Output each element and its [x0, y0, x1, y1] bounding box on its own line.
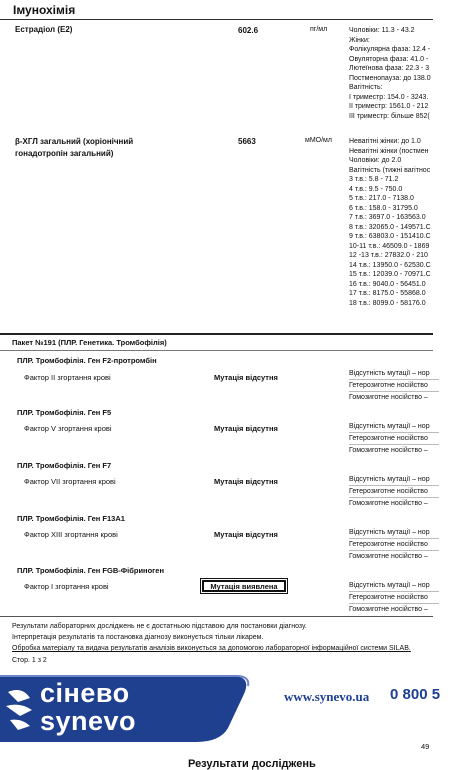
genetic-reference [349, 421, 439, 456]
footer [0, 672, 433, 742]
factor-name: Фактор VII згортання крові [24, 477, 116, 486]
factor-name: Фактор V згортання крові [24, 424, 112, 433]
reference-line: Фолікулярна фаза: 12.4 - [349, 46, 431, 53]
reference-line: Гомозиготне носійство – [349, 444, 439, 456]
gene-group-title: ПЛР. Тромбофілія. Ген F7 [17, 461, 112, 470]
factor-name: Фактор II згортання крові [24, 373, 111, 382]
reference-line: 3 т.в.: 5.8 - 71.2 [349, 176, 399, 183]
reference-line: Гетерозиготне носійство [349, 538, 439, 550]
test-name: β-ХГЛ загальний (хоріонічний гонадотропін загальний) [15, 137, 134, 158]
reference-line: 10-11 т.в.: 46509.0 - 1869 [349, 242, 430, 250]
page-number: 49 [421, 742, 430, 751]
disclaimer-note: Інтерпретація результатів та постановка діагнозу виконується тільки лікарем. [12, 634, 264, 641]
website-link[interactable]: www.synevo.ua [284, 689, 370, 704]
reference-line: 7 т.в.: 3697.0 - 163563.0 [349, 214, 426, 221]
test-name: Естрадіол (Е2) [15, 25, 73, 34]
reference-line: 16 т.в.: 9040.0 - 56451.0 [349, 280, 426, 288]
reference-line: Відсутність мутації – нор [349, 476, 430, 483]
reference-line: Гетерозиготне носійство [349, 432, 439, 444]
test-unit: пг/мл [310, 26, 328, 33]
reference-line: 17 т.в.: 8175.0 - 55868.0 [349, 290, 426, 297]
reference-line: Невагітні жінки (постмен [349, 147, 429, 155]
reference-line: Жінки: [349, 36, 370, 44]
reference-line: Гомозиготне носійство – [349, 497, 439, 509]
reference-line: Лютеїнова фаза: 22.3 - 3 [349, 65, 430, 72]
reference-line: Чоловіки: до 2.0 [349, 157, 402, 164]
test-unit: мМО/мл [305, 137, 332, 144]
page-counter: Стор. 1 з 2 [12, 657, 47, 664]
mutation-result: Мутація відсутня [214, 424, 278, 433]
divider [0, 350, 433, 351]
reference-line: Овуляторна фаза: 41.0 - [349, 55, 429, 63]
reference-line: Чоловіки: 11.3 - 43.2 [349, 27, 415, 34]
factor-name: Фактор I згортання крові [24, 582, 109, 591]
genetic-reference [349, 580, 439, 615]
section-header [0, 0, 433, 18]
gene-group-title: ПЛР. Тромбофілія. Ген FGB-Фібриноген [17, 566, 164, 575]
reference-line: Відсутність мутації – нор [349, 370, 430, 377]
reference-range [349, 137, 469, 308]
logo-icon [4, 684, 36, 734]
reference-line: Відсутність мутації – нор [349, 529, 430, 536]
reference-line: 5 т.в.: 217.0 - 7138.0 [349, 195, 414, 202]
reference-line: I триместр: 154.0 - 3243. [349, 93, 429, 101]
reference-line: 6 т.в.: 158.0 - 31795.0 [349, 204, 418, 212]
mutation-result: Мутація відсутня [214, 530, 278, 539]
divider [0, 333, 433, 335]
reference-line: 15 т.в.: 12039.0 - 70971.C [349, 271, 431, 278]
package-title: Пакет №191 (ПЛР. Генетика. Тромбофілія) [12, 338, 167, 347]
reference-line: 9 т.в.: 63803.0 - 151410.C [349, 233, 431, 240]
reference-line: Відсутність мутації – нор [349, 423, 430, 430]
reference-line: 18 т.в.: 8099.0 - 58176.0 [349, 299, 426, 307]
disclaimer-note: Обробка матеріалу та видача результатів аналізів виконується за допомогою лабораторної інформаційної системи SILAB. [12, 645, 411, 652]
reference-line: Гетерозиготне носійство [349, 379, 439, 391]
reference-line: Гетерозиготне носійство [349, 485, 439, 497]
logo-wordmark-cyrillic: сінево [40, 678, 130, 708]
reference-line: II триместр: 1561.0 - 212 [349, 103, 429, 110]
reference-line: 4 т.в.: 9.5 - 750.0 [349, 185, 403, 193]
reference-line: Гетерозиготне носійство [349, 591, 439, 603]
next-page-title: Результати досліджень [188, 758, 316, 770]
reference-line: Невагітні жінки: до 1.0 [349, 138, 421, 145]
reference-line: Постменопауза: до 138.0 [349, 74, 431, 82]
mutation-result: Мутація відсутня [214, 373, 278, 382]
gene-group-title: ПЛР. Тромбофілія. Ген F13A1 [17, 514, 125, 523]
test-value: 602.6 [238, 26, 259, 35]
test-value: 5663 [238, 137, 256, 146]
reference-line: 12 -13 т.в.: 27832.0 - 210 [349, 252, 428, 259]
genetic-reference [349, 527, 439, 562]
divider [0, 19, 433, 20]
reference-line: Відсутність мутації – нор [349, 582, 430, 589]
reference-range [349, 26, 469, 121]
reference-line: III триместр: більше 852( [349, 112, 430, 120]
gene-group-title: ПЛР. Тромбофілія. Ген F2-протромбін [17, 356, 157, 365]
reference-line: 14 т.в.: 13950.0 - 62530.C [349, 261, 431, 269]
reference-line: 8 т.в.: 32065.0 - 149571.C [349, 223, 431, 231]
reference-line: Вагітність: [349, 84, 383, 91]
divider [0, 616, 433, 617]
factor-name: Фактор XIII згортання крові [24, 530, 118, 539]
mutation-result-highlighted: Мутація виявлена [202, 580, 286, 592]
gene-group-title: ПЛР. Тромбофілія. Ген F5 [17, 408, 112, 417]
reference-line: Гомозиготне носійство – [349, 550, 439, 562]
logo-wordmark-latin: synevo [40, 706, 137, 736]
genetic-reference [349, 368, 439, 403]
genetic-reference [349, 474, 439, 509]
mutation-result: Мутація відсутня [214, 477, 278, 486]
disclaimer-note: Результати лабораторних досліджень не є достатньою підставою для постановки діагнозу. [12, 623, 307, 630]
section-title: Імунохімія [13, 3, 76, 17]
reference-line: Гомозиготне носійство – [349, 603, 439, 615]
reference-line: Вагітність (тижні вагітнос [349, 166, 431, 174]
phone-number: 0 800 5 [390, 686, 441, 703]
reference-line: Гомозиготне носійство – [349, 391, 439, 403]
